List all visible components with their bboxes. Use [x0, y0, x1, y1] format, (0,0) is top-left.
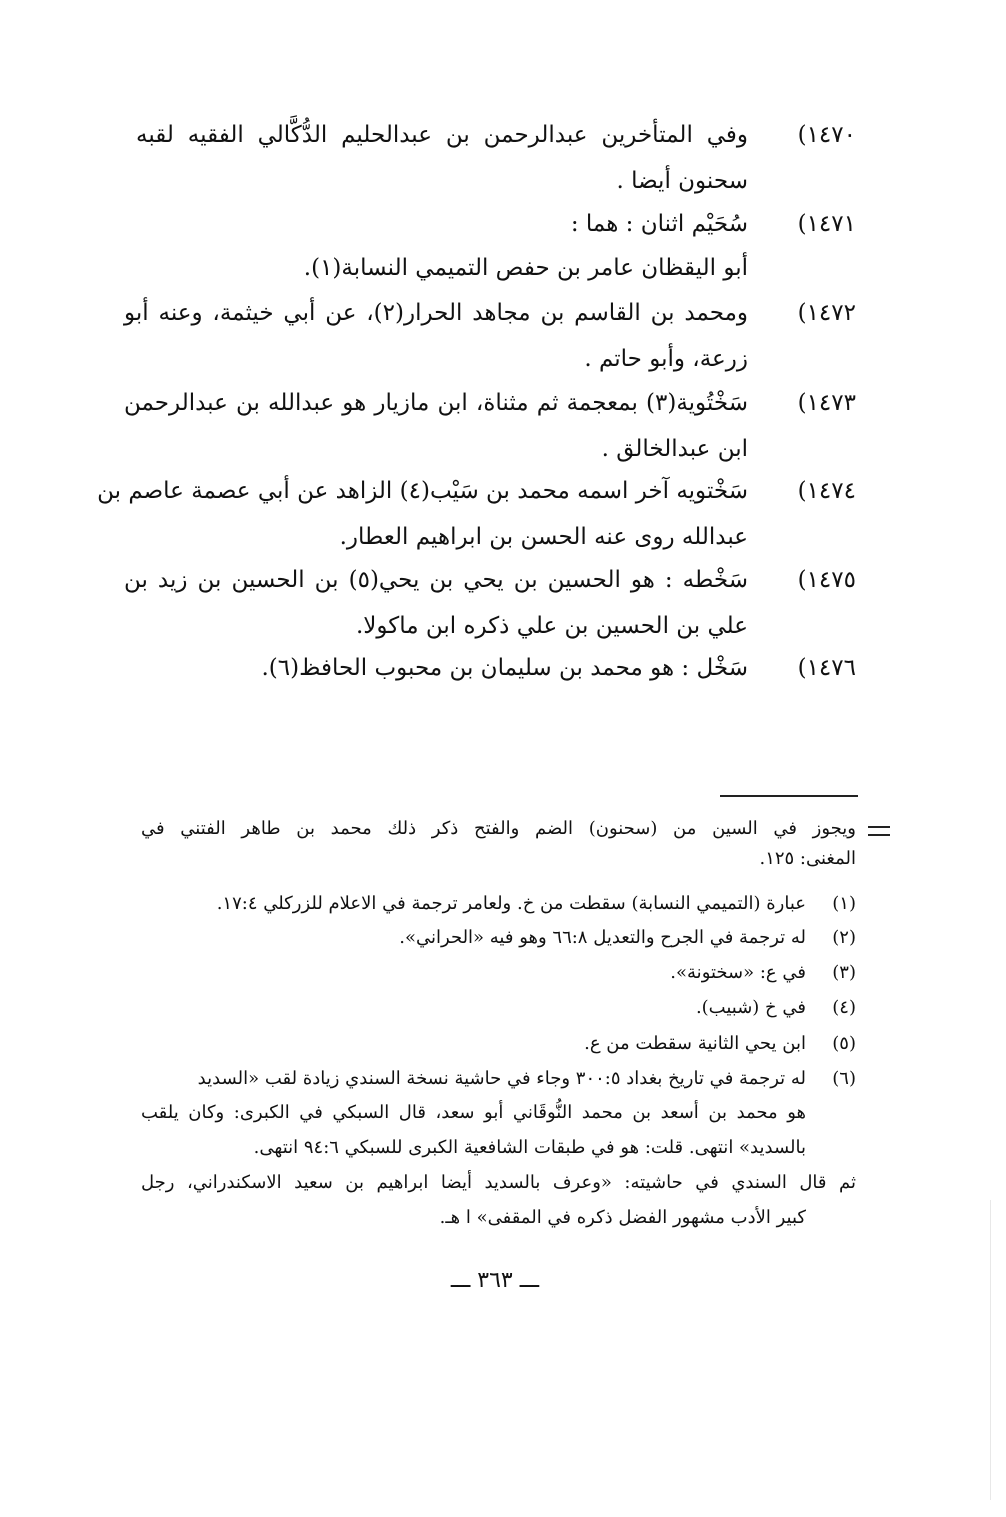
footnote-separator [720, 795, 858, 797]
footnote-number: (٣) [832, 962, 856, 983]
footnote-continuation-line: ويجوز في السين من (سحنون) الضم والفتح ذكر ذلك محمد بن طاهر الفتني في [141, 818, 856, 839]
entry-number: ١٤٧٥) [797, 567, 856, 593]
entry-1472 [124, 300, 856, 380]
footnote-number: (٢) [832, 927, 856, 948]
entry-text-line: سَخْل : هو محمد بن سليمان بن محبوب الحافظ(٦). [261, 655, 748, 681]
footnote-6-line: كبير الأدب مشهور الفضل ذكره في المقفى» ا هـ. [439, 1207, 806, 1228]
entry-number: ١٤٧١) [797, 211, 856, 237]
entry-text-line: ومحمد بن القاسم بن مجاهد الحرار(٢)، عن أبي خيثمة، وعنه أبو [124, 300, 749, 326]
footnote-6-line: بالسديد» انتهى. قلت: هو في طبقات الشافعية الكبرى للسبكي ٩٤:٦ انتهى. [253, 1137, 806, 1158]
entry-text-line: ابن عبدالخالق . [601, 436, 748, 462]
entry-number: ١٤٧٣) [797, 390, 856, 416]
footnote-number: (١) [832, 893, 856, 914]
footnote-number: (٤) [832, 997, 856, 1018]
footnote-6-line: ثم قال السندي في حاشيته: «وعرف بالسديد أيضا ابراهيم بن سعيد الاسكندراني، رجل [141, 1172, 856, 1193]
entry-text-line: زرعة، وأبو حاتم . [584, 346, 748, 372]
entry-1471 [136, 211, 856, 251]
entry-text-line: علي بن الحسين بن علي ذكره ابن ماكولا. [355, 613, 748, 639]
footnote-text: في ع: «سختونة». [670, 962, 806, 983]
footnote-3 [141, 962, 856, 988]
page-number: ـــ ٣٦٣ ـــ [450, 1268, 540, 1293]
entry-text-line: سَخْطه : هو الحسين بن يحي بن يحي(٥) بن الحسين بن زيد بن [124, 567, 748, 593]
footnote-number: (٥) [832, 1033, 856, 1054]
entry-text-line: سحنون أيضا . [616, 168, 748, 194]
footnote-5 [141, 1033, 856, 1059]
entry-number: ١٤٧٠) [797, 122, 856, 148]
entry-text-line: عبدالله روى عنه الحسن بن ابراهيم العطار. [339, 524, 748, 550]
footnote-continuation-line: المغنى: ١٢٥. [759, 848, 856, 869]
entry-1470 [136, 122, 856, 202]
continuation-mark [868, 826, 890, 836]
entry-number: ١٤٧٤) [797, 478, 856, 504]
footnote-text: له ترجمة في تاريخ بغداد ٣٠٠:٥ وجاء في حاشية نسخة السندي زيادة لقب «السديد [197, 1068, 806, 1089]
entry-1473 [124, 390, 856, 470]
entry-sub-line: أبو اليقظان عامر بن حفص التميمي النسابة(١). [303, 255, 748, 281]
footnote-number: (٦) [832, 1068, 856, 1089]
entry-number: ١٤٧٢) [797, 300, 856, 326]
footnote-text: عبارة (التميمي النسابة) سقطت من خ. ولعامر ترجمة في الاعلام للزركلي ١٧:٤. [216, 893, 806, 914]
entry-1474 [97, 478, 856, 558]
entry-1475 [124, 567, 856, 647]
footnote-6 [141, 1068, 856, 1094]
entry-1476 [136, 655, 856, 695]
scan-edge-mark [990, 1200, 991, 1500]
entry-text-line: سَخْتويه آخر اسمه محمد بن سَيْب(٤) الزاهد عن أبي عصمة عاصم بن [97, 478, 748, 504]
footnote-2 [141, 927, 856, 953]
entry-text-line: سَخْتُوية(٣) بمعجمة ثم مثناة، ابن مازيار هو عبدالله بن عبدالرحمن [124, 390, 748, 416]
entry-number: ١٤٧٦) [797, 655, 856, 681]
footnote-text: في خ (شبيب). [695, 997, 806, 1018]
entry-text-line: وفي المتأخرين عبدالرحمن بن عبدالحليم الدُّكَّالي الفقيه لقبه [136, 122, 748, 148]
entry-text-line: سُحَيْم اثنان : هما : [570, 211, 748, 237]
footnote-1 [141, 893, 856, 919]
footnote-text: ابن يحي الثانية سقطت من ع. [584, 1033, 806, 1054]
footnote-4 [141, 997, 856, 1023]
footnote-6-line: هو محمد بن أسعد بن محمد النُّوقَاني أبو سعد، قال السبكي في الكبرى: وكان يلقب [141, 1102, 806, 1123]
footnote-text: له ترجمة في الجرح والتعديل ٦٦:٨ وهو فيه «الحراني». [399, 927, 806, 948]
